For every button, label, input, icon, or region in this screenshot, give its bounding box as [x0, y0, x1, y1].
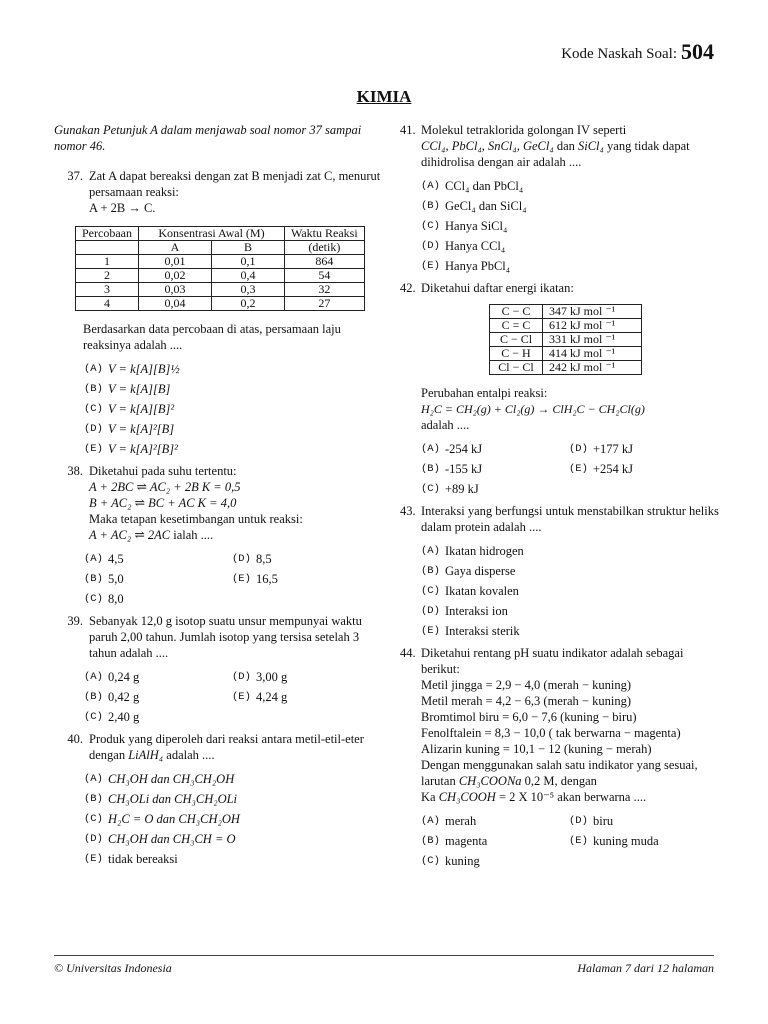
question-number: 37. [67, 169, 83, 183]
option-d: (D) Hanya CCl₄ [421, 239, 506, 253]
option-c: (C) H₂C = O dan CH₃CH₂OH [84, 812, 240, 826]
question-39 [54, 613, 386, 661]
rate-data-table [75, 226, 365, 311]
question-number: 40. [67, 732, 83, 746]
equation: A + 2BC ⇌ AC₂ + 2B K = 0,5 [89, 480, 241, 494]
option-d: (D) 8,5 [232, 552, 272, 566]
question-number: 42. [400, 281, 416, 295]
option-a: (A) 4,5 [84, 552, 124, 566]
option-e: (E) Interaksi sterik [421, 624, 520, 638]
options-43 [421, 543, 720, 639]
equation: B + AC₂ ⇌ BC + AC K = 4,0 [89, 496, 237, 510]
question-44: 44. Diketahui rentang pH suatu indikator adalah sebagai berikut: Metil jingga = 2,9 − 4,0 (merah − kuning) Metil merah = 4,2 − 6,3 (merah − kuning) Bromtimol biru = 6,0 − 7,6 (kuning − biru) Fenolftalein = 8,3 − 10,0 ( tak berwarna − magenta) Alizarin kuning = 10,1 − 12 (kuning − merah) Dengan menggunakan salah satu indikator yang sesuai, larutan CH₃COONa 0,2 M, dengan Ka CH₃COOH = 2 X 10⁻⁵ akan berwarna .... [400, 645, 720, 805]
option-d: (D) CH₃OH dan CH₃CH = O [84, 832, 236, 846]
option-b: (B) magenta [421, 834, 488, 848]
footer-page-number: Halaman 7 dari 12 halaman [577, 961, 714, 975]
option-d: (D) Interaksi ion [421, 604, 508, 618]
table-header: A [138, 241, 211, 255]
option-b: (B) 0,42 g [84, 690, 140, 704]
page-title: KIMIA [356, 87, 412, 106]
table-row: 3 0,03 0,3 32 [76, 283, 365, 297]
option-a: (A) Ikatan hidrogen [421, 544, 524, 558]
indicator-line: Metil merah = 4,2 − 6,3 (merah − kuning) [421, 694, 631, 708]
option-c: (C) 2,40 g [84, 710, 140, 724]
table-row: C − H 414 kJ mol ⁻¹ [490, 347, 642, 361]
left-column [54, 122, 386, 873]
option-e: (E) +254 kJ [569, 462, 634, 476]
option-d: (D) biru [569, 814, 614, 828]
question-40: 40. Produk yang diperoleh dari reaksi antara metil-etil-eter dengan LiAlH₄ adalah .... [54, 731, 386, 763]
option-b: (B) GeCl₄ dan SiCl₄ [421, 199, 527, 213]
option-a: (A) merah [421, 814, 477, 828]
indicator-line: Alizarin kuning = 10,1 − 12 (kuning − merah) [421, 742, 652, 756]
reaction-equation: H₂C = CH₂(g) + Cl₂(g) → ClH₂C − CH₂Cl(g) [421, 402, 645, 416]
question-number: 41. [400, 123, 416, 137]
question-42: 42. Diketahui daftar energi ikatan: [400, 281, 574, 295]
bond-energy-table [489, 304, 642, 375]
reaction-equation: A + 2B → C. [89, 201, 156, 215]
option-c: (C) +89 kJ [421, 482, 479, 496]
option-a: (A) CCl₄ dan PbCl₄ [421, 179, 524, 193]
option-e: (E) 16,5 [232, 572, 278, 586]
option-d: (D) V = k[A]²[B] [84, 422, 175, 436]
indicator-line: Fenolftalein = 8,3 − 10,0 ( tak berwarna − magenta) [421, 726, 681, 740]
footer-copyright: © Universitas Indonesia [54, 961, 172, 975]
table-row: C − C 347 kJ mol ⁻¹ [490, 305, 642, 319]
table-row: 2 0,02 0,4 54 [76, 269, 365, 283]
question-stem: Sebanyak 12,0 g isotop suatu unsur mempunyai waktu paruh 2,00 tahun. Jumlah isotop yang tersisa setelah 3 tahun adalah .... [89, 614, 362, 660]
options-44 [421, 813, 720, 869]
table-row: 1 0,01 0,1 864 [76, 255, 365, 269]
kode-value: 504 [681, 39, 714, 64]
options-42 [421, 441, 720, 497]
option-c: (C) 8,0 [84, 592, 124, 606]
table-header: Konsentrasi Awal (M) [138, 227, 284, 241]
options-37 [84, 361, 386, 457]
question-number: 44. [400, 646, 416, 660]
kode-label: Kode Naskah Soal: [561, 46, 677, 62]
question-41: 41. Molekul tetraklorida golongan IV seperti CCl₄, PbCl₄, SnCl₄, GeCl₄ dan SiCl₄ yang tidak dapat dihidrolisa dengan air adalah .... [400, 123, 690, 169]
option-e: (E) Hanya PbCl₄ [421, 259, 511, 273]
option-a: (A) CH₃OH dan CH₃CH₂OH [84, 772, 235, 786]
option-d: (D) 3,00 g [232, 670, 288, 684]
question-number: 39. [67, 614, 83, 628]
question-stem: Zat A dapat bereaksi dengan zat B menjadi zat C, menurut persamaan reaksi: [89, 169, 381, 199]
option-e: (E) V = k[A]²[B]² [84, 442, 178, 456]
table-header: Percobaan [76, 227, 139, 241]
option-e: (E) 4,24 g [232, 690, 288, 704]
question-text: Berdasarkan data percobaan di atas, persamaan laju reaksinya adalah .... [83, 322, 341, 352]
table-row: 4 0,04 0,2 27 [76, 297, 365, 311]
option-a: (A) -254 kJ [421, 442, 483, 456]
kode-naskah [561, 39, 714, 64]
option-b: (B) 5,0 [84, 572, 124, 586]
option-b: (B) CH₃OLi dan CH₃CH₂OLi [84, 792, 238, 806]
option-c: (C) Hanya SiCl₄ [421, 219, 508, 233]
table-header: Waktu Reaksi [284, 227, 364, 241]
question-number: 43. [400, 504, 416, 518]
options-40 [84, 771, 386, 867]
option-a: (A) V = k[A][B]½ [84, 362, 180, 376]
option-a: (A) 0,24 g [84, 670, 140, 684]
equation: A + AC₂ ⇌ 2AC [89, 528, 171, 542]
table-header: B [211, 241, 284, 255]
options-41 [421, 178, 720, 274]
option-b: (B) V = k[A][B] [84, 382, 171, 396]
indicator-line: Bromtimol biru = 6,0 − 7,6 (kuning − biru) [421, 710, 637, 724]
table-row: C − Cl 331 kJ mol ⁻¹ [490, 333, 642, 347]
table-row: C = C 612 kJ mol ⁻¹ [490, 319, 642, 333]
option-e: (E) kuning muda [569, 834, 659, 848]
table-row: Cl − Cl 242 kJ mol ⁻¹ [490, 361, 642, 375]
option-b: (B) Gaya disperse [421, 564, 516, 578]
indicator-line: Metil jingga = 2,9 − 4,0 (merah − kuning) [421, 678, 632, 692]
option-b: (B) -155 kJ [421, 462, 483, 476]
instruction: Gunakan Petunjuk A dalam menjawab soal nomor 37 sampai nomor 46. [54, 123, 362, 153]
option-c: (C) kuning [421, 854, 480, 868]
table-header: (detik) [284, 241, 364, 255]
footer-divider [54, 955, 714, 956]
question-number: 38. [67, 464, 83, 478]
option-c: (C) V = k[A][B]² [84, 402, 175, 416]
right-column: 41. Molekul tetraklorida golongan IV seperti CCl₄, PbCl₄, SnCl₄, GeCl₄ dan SiCl₄ yang tidak dapat dihidrolisa dengan air adalah .... (A) CCl₄ dan PbCl₄ (B) GeCl₄ dan SiCl₄ (C) Hanya SiCl₄ (D) Hanya CCl₄ (E) Hanya PbCl₄ 42. Diketahui daftar energi ikatan: C − C 347 kJ mol ⁻¹ C = C 612 kJ mol ⁻¹ C − Cl 331 kJ mol ⁻¹ C − H 414 kJ mol ⁻¹ Cl − Cl 242 kJ mol ⁻¹ Perubahan entalpi reaksi: H₂C = CH₂(g) + Cl₂(g) → ClH₂C − CH₂Cl(g) adalah .... (A) -254 kJ (D) +177 kJ (B) -155 kJ (E) +254 kJ (C) +89 kJ 43. Interaksi yang berfungsi untuk menstabilkan struktur heliks dalam protein adalah .... (A) Ikatan hidrogen (B) Gaya disperse (C) Ikatan kovalen (D) Interaksi ion (E) Interaksi sterik 44. Diketahui rentang pH suatu indikator adalah sebagai berikut: Metil jingga = 2,9 − 4,0 (merah − kuning) Metil merah = 4,2 − 6,3 (merah − kuning) Bromtimol biru = 6,0 − 7,6 (kuning − biru) Fenolftalein = 8,3 − 10,0 ( tak berwarna − magenta) Alizarin kuning = 10,1 − 12 (kuning − merah) Dengan menggunakan salah satu indikator yang sesuai, larutan CH₃COONa 0,2 M, dengan Ka CH₃COOH = 2 X 10⁻⁵ akan berwarna .... (A) merah (D) biru (B) magenta (E) kuning muda (C) kuning [400, 123, 719, 868]
options-39 [84, 669, 386, 725]
option-e: (E) tidak bereaksi [84, 852, 178, 866]
question-43: 43. Interaksi yang berfungsi untuk menstabilkan struktur heliks dalam protein adalah .... [400, 504, 719, 534]
option-d: (D) +177 kJ [569, 442, 634, 456]
question-37 [54, 168, 386, 216]
option-c: (C) Ikatan kovalen [421, 584, 519, 598]
options-38 [84, 551, 386, 607]
question-38: 38. Diketahui pada suhu tertentu: A + 2BC ⇌ AC₂ + 2B K = 0,5 B + AC₂ ⇌ BC + AC K = 4,0 Maka tetapan kesetimbangan untuk reaksi: A + AC₂ ⇌ 2AC ialah .... [54, 463, 386, 543]
